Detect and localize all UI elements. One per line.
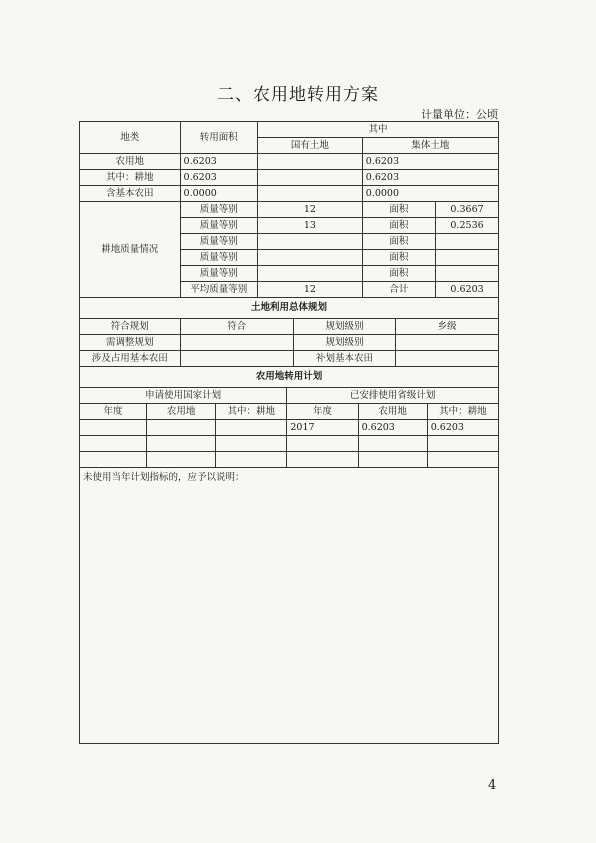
table-row [80,452,499,468]
collective-value: 0.0000 [362,186,498,202]
conform-value: 符合 [180,319,293,335]
conform-label: 符合规划 [80,319,181,335]
grade-label: 质量等别 [180,250,258,266]
collective-value: 0.6203 [362,154,498,170]
page-number: 4 [488,778,497,793]
table-row [80,154,499,170]
avg-grade-value: 12 [258,282,363,298]
grade-value [258,266,363,282]
grade-value [258,234,363,250]
state-value [258,170,363,186]
area-value: 0.2536 [436,218,499,234]
n-agri [147,452,216,468]
farmland-label: 涉及占用基本农田 [80,351,181,367]
page-title: 二、农用地转用方案 [217,85,379,105]
area-label: 面积 [362,202,435,218]
n-arable [216,420,287,436]
table-row [80,186,499,202]
state-value [258,186,363,202]
area-value: 0.0000 [180,186,258,202]
area-value: 0.3667 [436,202,499,218]
grade-label: 质量等别 [180,266,258,282]
state-value [258,154,363,170]
land-table [79,121,499,388]
level2-value [396,335,499,351]
header-state-land: 国有土地 [258,138,363,154]
grade-label: 质量等别 [180,218,258,234]
compensate-value [396,351,499,367]
planning-row [80,335,499,351]
area-label: 面积 [362,250,435,266]
area-value: 0.6203 [180,154,258,170]
conversion-section-title: 农用地转用计划 [80,367,499,388]
row-label: 含基本农田 [80,186,181,202]
p-year [287,436,358,452]
p-agri [358,436,427,452]
row-label: 农用地 [80,154,181,170]
provincial-plan-label: 已安排使用省级计划 [287,388,499,404]
table-row [80,436,499,452]
national-plan-label: 申请使用国家计划 [80,388,287,404]
col-arable: 其中：耕地 [427,404,498,420]
n-year [80,420,147,436]
p-year: 2017 [287,420,358,436]
avg-grade-label: 平均质量等别 [180,282,258,298]
p-arable [427,436,498,452]
row-label: 其中：耕地 [80,170,181,186]
header-area: 转用面积 [180,122,258,154]
grade-value: 13 [258,218,363,234]
p-arable [427,452,498,468]
table-row [80,420,499,436]
area-value [436,234,499,250]
n-arable [216,452,287,468]
area-value [436,266,499,282]
area-value: 0.6203 [180,170,258,186]
p-year [287,452,358,468]
grade-label: 质量等别 [180,234,258,250]
n-agri [147,420,216,436]
area-label: 面积 [362,266,435,282]
planning-row [80,319,499,335]
total-label: 合计 [362,282,435,298]
collective-value: 0.6203 [362,170,498,186]
col-arable: 其中：耕地 [216,404,287,420]
header-collective-land: 集体土地 [362,138,498,154]
farmland-value [180,351,293,367]
level2-label: 规划级别 [293,335,396,351]
planning-section-title: 土地利用总体规划 [80,298,499,319]
plan-table [79,387,499,744]
header-category: 地类 [80,122,181,154]
unused-plan-note: 未使用当年计划指标的，应予以说明： [80,468,499,744]
adjust-value [180,335,293,351]
grade-value [258,250,363,266]
grade-value: 12 [258,202,363,218]
col-agri: 农用地 [147,404,216,420]
quality-label: 耕地质量情况 [80,202,181,298]
grade-label: 质量等别 [180,202,258,218]
n-arable [216,436,287,452]
p-agri [358,452,427,468]
n-year [80,452,147,468]
area-label: 面积 [362,234,435,250]
planning-row [80,351,499,367]
unit-label: 计量单位：公顷 [421,108,498,121]
col-year: 年度 [80,404,147,420]
n-agri [147,436,216,452]
conversion-form [79,121,499,744]
level-value: 乡级 [396,319,499,335]
area-label: 面积 [362,218,435,234]
table-row [80,170,499,186]
col-year: 年度 [287,404,358,420]
p-arable: 0.6203 [427,420,498,436]
adjust-label: 需调整规划 [80,335,181,351]
area-value [436,250,499,266]
compensate-label: 补划基本农田 [293,351,396,367]
col-agri: 农用地 [358,404,427,420]
quality-row [80,202,499,218]
total-area-value: 0.6203 [436,282,499,298]
n-year [80,436,147,452]
level-label: 规划级别 [293,319,396,335]
header-among: 其中 [258,122,499,138]
p-agri: 0.6203 [358,420,427,436]
